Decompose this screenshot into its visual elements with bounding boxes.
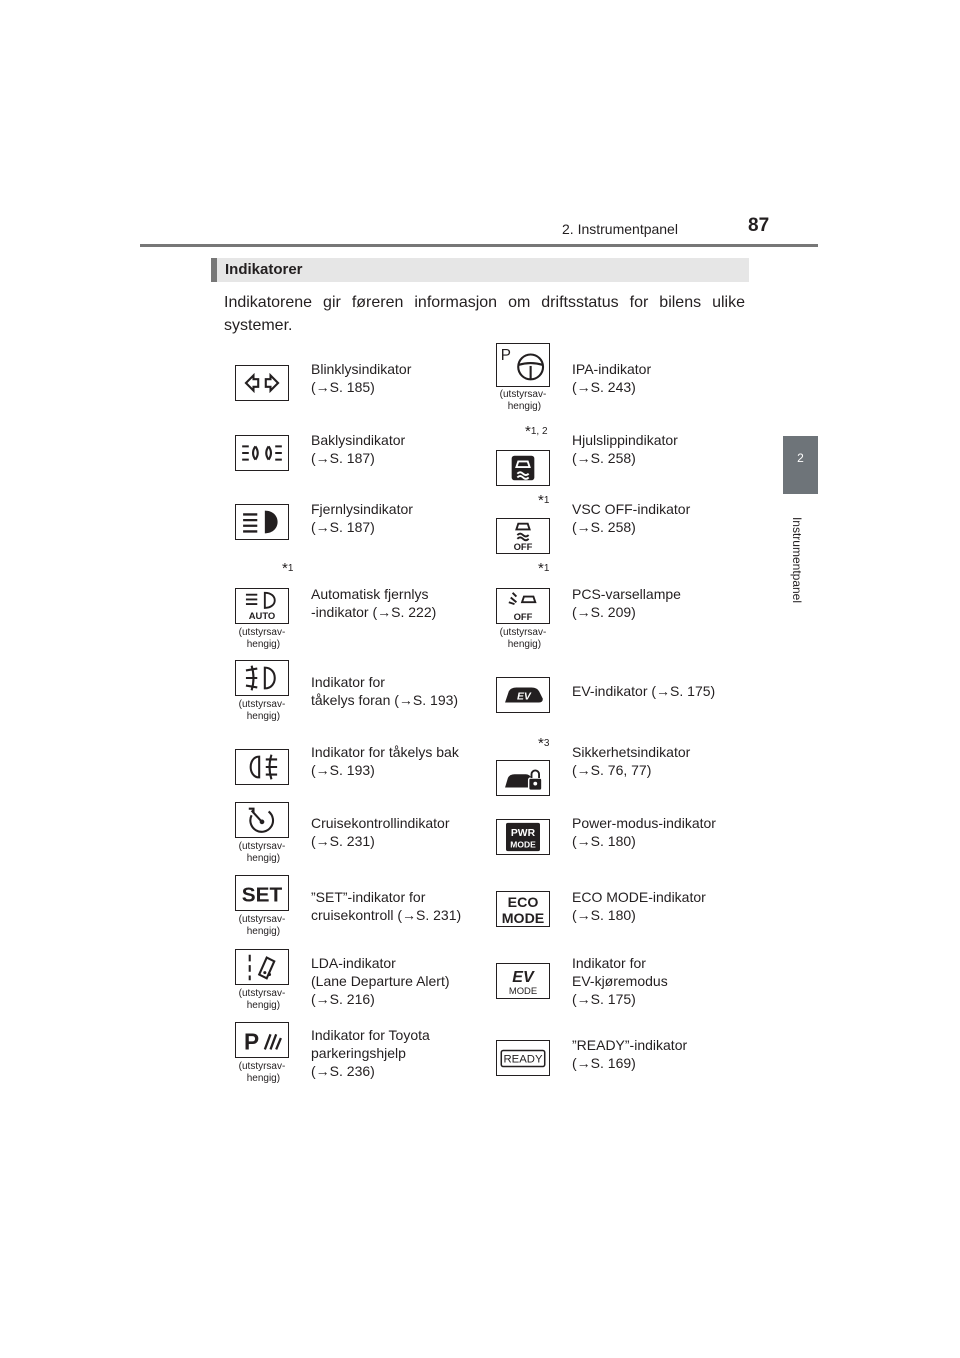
svg-text:OFF: OFF [513,612,533,623]
ipa-desc: IPA-indikator (→S. 243) [572,361,652,395]
rear-fog-desc: Indikator for tåkelys bak (→S. 193) [311,744,459,778]
security-desc: Sikkerhetsindikator (→S. 76, 77) [572,744,691,778]
pcs-desc: PCS-varsellampe (→S. 209) [572,586,681,620]
page-number: 87 [748,215,770,236]
auto-high-beam-desc: Automatisk fjernlys -indikator (→S. 222) [311,586,437,620]
ev-icon [496,677,550,713]
svg-text:EV: EV [517,691,531,703]
power-mode-icon [496,819,550,855]
chapter-label-text: Instrumentpanel [790,516,804,604]
slip-desc: Hjulslippindikator (→S. 258) [572,432,678,466]
svg-text:EV: EV [512,967,534,986]
cruise-control-desc: Cruisekontrollindikator (→S. 231) [311,815,450,849]
svg-text:P: P [244,1028,260,1055]
svg-text:SET: SET [241,883,283,907]
svg-text:MODE: MODE [501,911,545,926]
set-icon [235,875,289,911]
footnote-marker: $*_3$ [538,735,550,752]
section-heading [211,258,749,282]
parking-assist-icon [235,1022,289,1058]
optional-note: (utstyrsav- hengig) [238,627,286,650]
turn-signal-icon [235,365,289,401]
high-beam-desc: Fjernlysindikator (→S. 187) [311,501,413,535]
section-title: Indikatorer [225,261,303,278]
chapter-side-label [787,503,807,623]
parking-assist-desc: Indikator for Toyota parkeringshjelp (→S. 236) [311,1027,430,1079]
optional-note: (utstyrsav- hengig) [238,914,286,937]
lda-desc: LDA-indikator (Lane Departure Alert) (→S. 216) [311,955,450,1007]
eco-mode-icon [496,891,550,927]
security-icon [496,760,550,796]
chapter-tab [783,436,818,494]
svg-text:ECO: ECO [507,895,539,912]
intro-paragraph: Indikatorene gir føreren informasjon om driftsstatus for bilens ulike systemer. [224,294,745,334]
ipa-icon [496,343,550,387]
ev-desc: EV-indikator (→S. 175) [572,683,716,699]
rear-fog-icon [235,749,289,785]
optional-note: (utstyrsav- hengig) [238,1061,286,1084]
ready-desc: ”READY”-indikator (→S. 169) [572,1037,688,1071]
front-fog-icon [235,660,289,696]
svg-text:MODE: MODE [510,839,536,850]
eco-mode-desc: ECO MODE-indikator (→S. 180) [572,889,706,923]
footnote-marker: $*_1$ [282,560,294,577]
vsc-off-icon [496,518,550,554]
ev-mode-desc: Indikator for EV-kjøremodus (→S. 175) [572,955,668,1007]
lda-icon [235,949,289,985]
optional-note: (utstyrsav- hengig) [238,699,286,722]
ev-mode-icon [496,963,550,999]
footnote-marker: $*_{1, 2}$ [525,423,548,440]
header-section: 2. Instrumentpanel [562,221,678,237]
front-fog-desc: Indikator for tåkelys foran (→S. 193) [311,674,459,708]
svg-text:OFF: OFF [513,542,533,553]
set-desc: ”SET”-indikator for cruisekontroll (→S. 231) [311,889,462,923]
slip-icon [496,450,550,486]
power-mode-desc: Power-modus-indikator (→S. 180) [572,815,716,849]
section-heading-accent [211,258,217,282]
svg-text:MODE: MODE [508,986,538,998]
svg-text:AUTO: AUTO [248,611,276,623]
chapter-number: 2 [797,451,804,465]
header-rule [140,244,818,247]
footnote-marker: $*_1$ [538,492,550,509]
footnote-marker: $*_1$ [538,560,550,577]
optional-note: (utstyrsav- hengig) [499,627,547,650]
svg-text:READY: READY [503,1053,543,1066]
tail-light-desc: Baklysindikator (→S. 187) [311,432,406,466]
vsc-off-desc: VSC OFF-indikator (→S. 258) [572,501,691,535]
tail-light-icon [235,435,289,471]
high-beam-icon [235,504,289,540]
pcs-icon [496,588,550,624]
auto-high-beam-icon [235,588,289,624]
cruise-control-icon [235,802,289,838]
svg-text:PWR: PWR [510,828,536,840]
ready-icon [496,1040,550,1076]
optional-note: (utstyrsav- hengig) [499,389,547,412]
optional-note: (utstyrsav- hengig) [238,841,286,864]
turn-signal-desc: Blinklysindikator (→S. 185) [311,361,412,395]
svg-text:P: P [500,347,511,365]
optional-note: (utstyrsav- hengig) [238,988,286,1011]
